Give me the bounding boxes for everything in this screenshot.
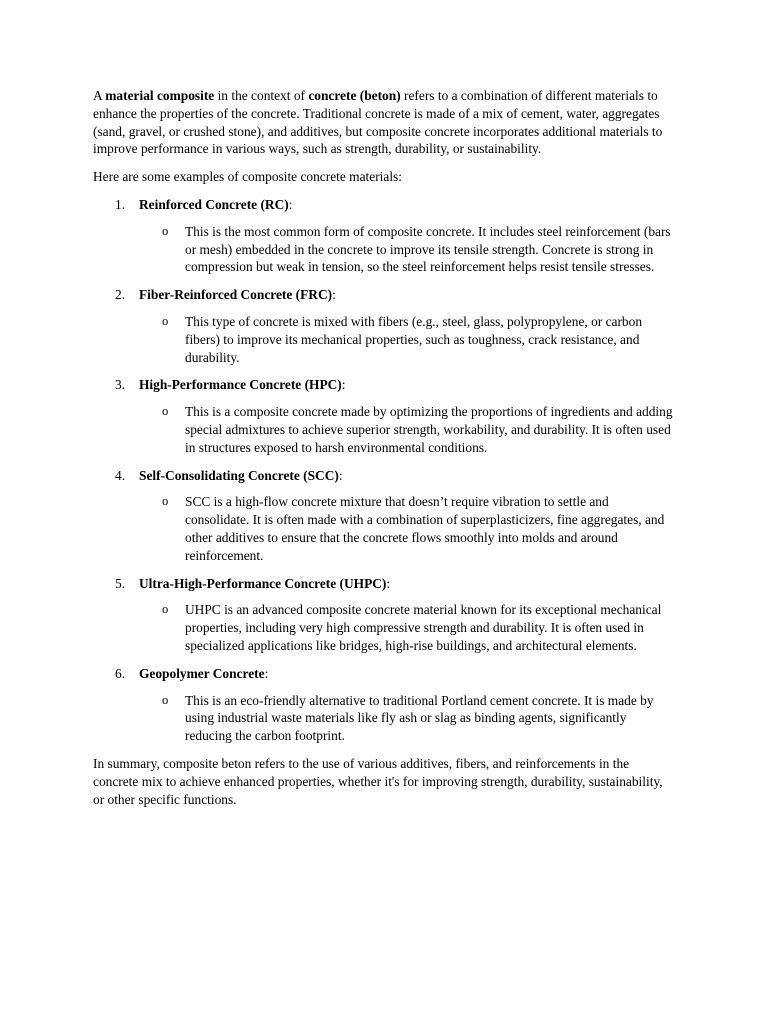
hollow-bullet-icon: o: [162, 692, 169, 707]
list-item-colon: :: [386, 575, 391, 591]
sub-bullet-text: This is an eco-friendly alternative to traditional Portland cement concrete. It is made by using industrial waste materials like fly ash or slag as binding agents, significantly reducing the carbon footprint.: [185, 692, 654, 744]
examples-lead-paragraph: Here are some examples of composite concrete materials:: [93, 169, 402, 185]
sub-bullet: [93, 493, 675, 564]
list-item: [93, 376, 675, 456]
examples-list: [93, 196, 675, 745]
list-item-heading: [93, 665, 675, 683]
list-item-number: 1.: [115, 196, 126, 212]
sub-bullet-text: This is the most common form of composite concrete. It includes steel reinforcement (bars or mesh) embedded in the concrete to improve its tensile strength. Concrete is strong in compression but weak in tension, so the steel reinforcement helps resist tensile stresses.: [185, 223, 671, 275]
hollow-bullet-icon: o: [162, 494, 169, 509]
sub-bullet-text: SCC is a high-flow concrete mixture that doesn’t require vibration to settle and consolidate. It is often made with a combination of superplasticizers, fine aggregates, and other additives to ensure that the concrete flows smoothly into molds and around reinforcement.: [185, 494, 665, 563]
list-item-heading: [93, 196, 675, 214]
list-item-number: 3.: [115, 377, 126, 393]
hollow-bullet-icon: o: [162, 313, 169, 328]
list-item-number: 6.: [115, 665, 126, 681]
list-item-number: 4.: [115, 467, 126, 483]
list-item-colon: :: [338, 467, 343, 483]
list-item-title: Reinforced Concrete (RC): [139, 196, 289, 212]
list-item: [93, 467, 675, 565]
sub-bullet-text: UHPC is an advanced composite concrete material known for its exceptional mechanical properties, including very high compressive strength and durability. It is often used in specialized applications like bridges, high-rise buildings, and architectural elements.: [185, 602, 662, 653]
document-page: [93, 87, 675, 818]
list-item: [93, 196, 675, 276]
sub-bullet-text: This type of concrete is mixed with fibers (e.g., steel, glass, polypropylene, or carbon fibers) to improve its mechanical properties, such as toughness, crack resistance, and durability.: [185, 313, 643, 365]
sub-bullet: [93, 223, 675, 276]
list-item-title: Fiber-Reinforced Concrete (FRC): [139, 287, 333, 303]
list-item-heading: [93, 286, 675, 304]
list-item-heading: [93, 575, 675, 593]
list-item: [93, 575, 675, 655]
sub-bullet: [93, 313, 675, 366]
list-item-title: Ultra-High-Performance Concrete (UHPC): [139, 575, 387, 591]
intro-bold-concrete-beton: concrete (beton): [308, 88, 401, 103]
list-item-heading: [93, 467, 675, 485]
sub-bullet: [93, 601, 675, 654]
intro-paragraph: [93, 87, 675, 158]
summary-paragraph: In summary, composite beton refers to the use of various additives, fibers, and reinforcements in the concrete mix to achieve enhanced properties, whether it's for improving strength, durability, sustainability, or other specific functions.: [93, 755, 663, 807]
list-item-colon: :: [264, 665, 269, 681]
list-item-number: 5.: [115, 575, 126, 591]
sub-bullet: [93, 403, 675, 456]
list-item-colon: :: [341, 377, 346, 393]
sub-bullet: [93, 692, 675, 745]
intro-bold-material-composite: material composite: [105, 88, 215, 103]
list-item-title: High-Performance Concrete (HPC): [139, 377, 342, 393]
list-item-title: Geopolymer Concrete: [139, 665, 265, 681]
hollow-bullet-icon: o: [162, 602, 169, 617]
intro-text-d: refers to a combination of different materials to enhance the properties of the concrete. Traditional concrete is made of a mix of cement, water, aggregates (sand, gravel, or crushed stone), and additives, but composite concrete incorporates additional materials to improve performance in various ways, such as strength, durability, or sustainability.: [93, 88, 663, 157]
list-item-colon: :: [332, 287, 336, 303]
list-item-heading: [93, 376, 675, 394]
list-item: [93, 665, 675, 745]
hollow-bullet-icon: o: [162, 223, 169, 238]
intro-text-a: A: [93, 88, 106, 103]
list-item: [93, 286, 675, 366]
list-item-colon: :: [288, 196, 293, 212]
list-item-number: 2.: [115, 287, 126, 303]
list-item-title: Self-Consolidating Concrete (SCC): [139, 467, 339, 483]
hollow-bullet-icon: o: [162, 404, 169, 419]
intro-text-c: in the context of: [214, 88, 309, 103]
sub-bullet-text: This is a composite concrete made by optimizing the proportions of ingredients and adding special admixtures to achieve superior strength, workability, and durability. It is often used in structures exposed to harsh environmental conditions.: [185, 404, 673, 455]
